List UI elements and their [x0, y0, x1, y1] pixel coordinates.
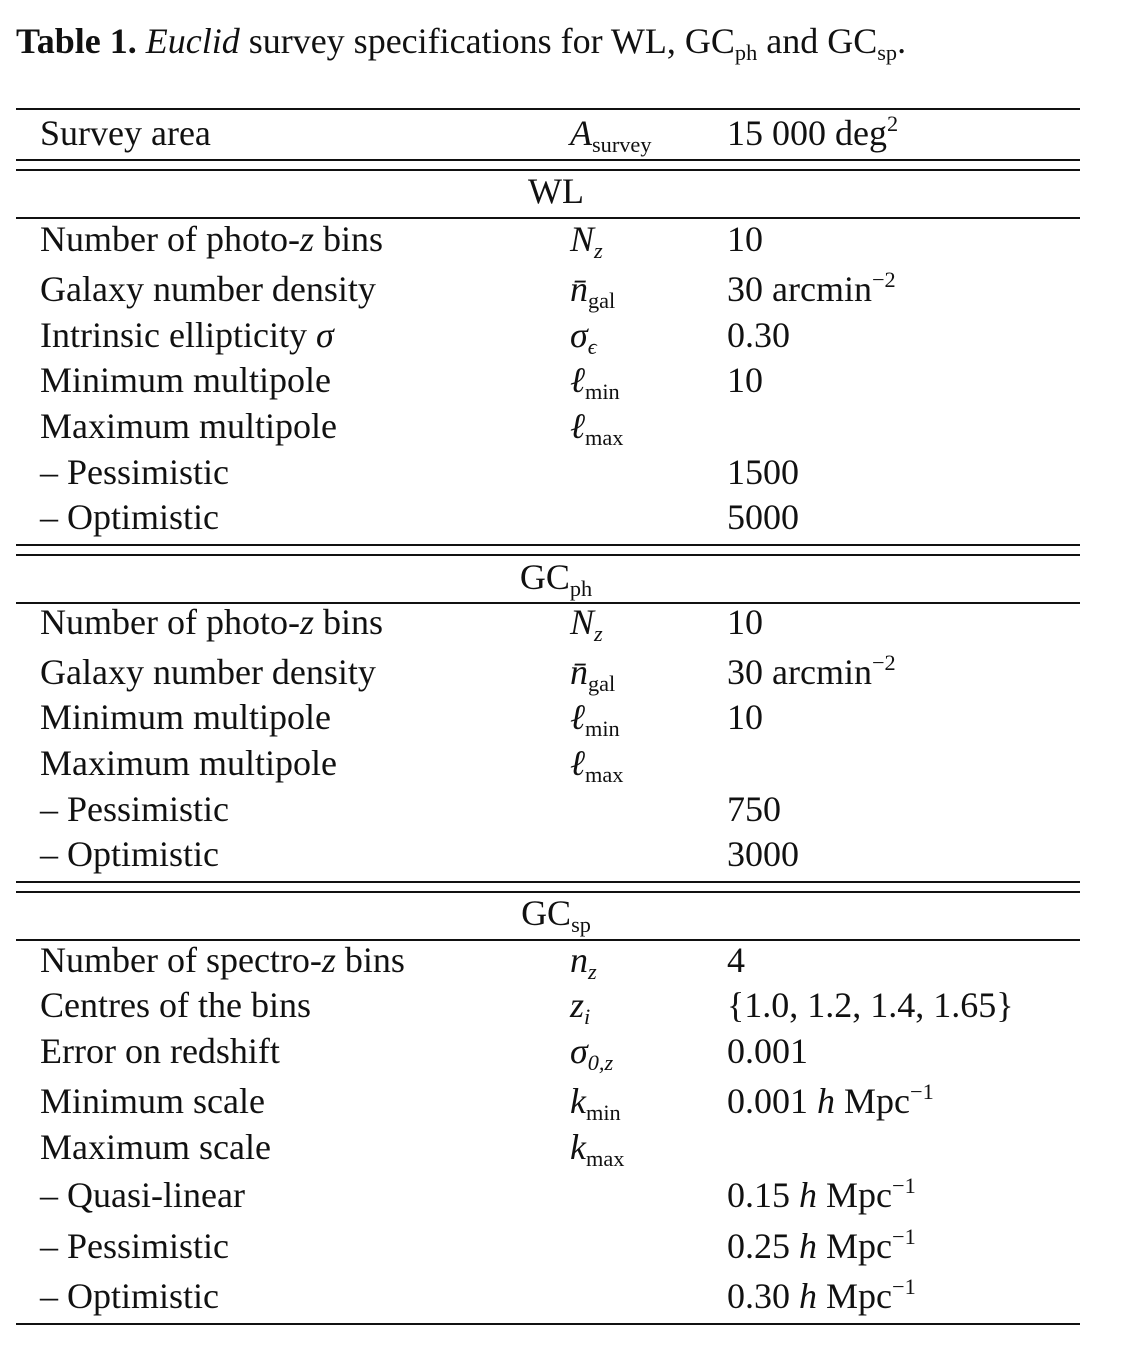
table-row [0, 599, 1131, 645]
row-symbol: $n̄_{gal}$ [570, 269, 616, 314]
row-label: Number of photo-z bins [40, 602, 383, 642]
caption-sub-ph: ph [734, 40, 758, 66]
caption-text: survey specifications for WL, GC [248, 21, 735, 61]
row-symbol: $n̄_{gal}$ [570, 652, 616, 697]
table-row [0, 694, 1131, 740]
table-row [0, 312, 1131, 358]
table-row [0, 937, 1131, 983]
table-row [0, 494, 1131, 540]
table-row [0, 1172, 1131, 1218]
row-value: 10 [727, 697, 763, 737]
row-value: 0.001 h Mpc$^{-1}$ [727, 1079, 934, 1121]
row-label: – Quasi-linear [40, 1175, 245, 1215]
caption-end: . [897, 21, 907, 61]
row-value: 3000 [727, 834, 799, 874]
row-label: Number of spectro-z bins [40, 940, 405, 980]
survey-name: Euclid [145, 21, 240, 61]
row-value: 5000 [727, 497, 799, 537]
row-value: 0.15 h Mpc$^{-1}$ [727, 1173, 916, 1215]
row-value: 30 arcmin$^{-2}$ [727, 650, 896, 692]
row-symbol: $\sigma_\epsilon$ [570, 315, 597, 360]
table-row [0, 1028, 1131, 1074]
row-value: 1500 [727, 452, 799, 492]
row-label: – Optimistic [40, 497, 219, 537]
row-value: 10 [727, 602, 763, 642]
row-symbol: $k_{min}$ [570, 1081, 621, 1126]
row-label: Maximum multipole [40, 743, 337, 783]
row-value: 0.001 [727, 1031, 808, 1071]
row-value: 750 [727, 789, 781, 829]
row-symbol: $z_i$ [570, 985, 591, 1030]
row-label: Galaxy number density [40, 269, 376, 309]
row-label: Number of photo-z bins [40, 219, 383, 259]
row-value: 0.25 h Mpc$^{-1}$ [727, 1224, 916, 1266]
row-value: 10 [727, 360, 763, 400]
row-label: – Pessimistic [40, 789, 230, 829]
row-symbol: ℓ$_{min}$ [570, 697, 620, 742]
row-symbol: $n_z$ [570, 940, 597, 985]
row-symbol: ℓ$_{min}$ [570, 360, 620, 405]
caption-sub-sp: sp [877, 40, 898, 66]
row-value: 10 [727, 219, 763, 259]
rule-double-2a [16, 544, 1080, 546]
row-value: 30 arcmin$^{-2}$ [727, 267, 896, 309]
table-label: Table 1. [16, 21, 137, 61]
section-title-wl: WL [528, 171, 584, 211]
row-label: Minimum scale [40, 1081, 265, 1121]
row-value: {1.0, 1.2, 1.4, 1.65} [727, 985, 1014, 1025]
section-title-gcsp: $GC_{sp}$ [521, 893, 591, 938]
row-label: Minimum multipole [40, 360, 332, 400]
row-label: Maximum scale [40, 1127, 271, 1167]
row-label: – Optimistic [40, 1276, 219, 1316]
table-row [0, 449, 1131, 495]
row-symbol: ℓ$_{max}$ [570, 406, 624, 451]
table-row [0, 831, 1131, 877]
row-label: Galaxy number density [40, 652, 376, 692]
table-row [0, 786, 1131, 832]
row-label: Centres of the bins [40, 985, 311, 1025]
table-row [0, 982, 1131, 1028]
row-label: – Pessimistic [40, 1226, 230, 1266]
table-row [0, 1078, 1131, 1124]
table-row [0, 1273, 1131, 1319]
row-label: Survey area [40, 113, 211, 153]
table-row [0, 403, 1131, 449]
table-row [0, 216, 1131, 262]
table-row [0, 266, 1131, 312]
section-title-gcph: $GC_{ph}$ [519, 557, 593, 602]
row-value: 4 [727, 940, 745, 980]
table-row [0, 1223, 1131, 1269]
row-symbol: ℓ$_{max}$ [570, 743, 624, 788]
table-row [0, 1124, 1131, 1170]
row-value: 15 000 deg$^2$ [727, 111, 899, 153]
table-caption [16, 16, 906, 66]
rule-double-1a [16, 159, 1080, 161]
row-symbol: $N_z$ [570, 602, 603, 647]
caption-text-mid: and GC [766, 21, 878, 61]
row-value: 0.30 [727, 315, 790, 355]
rule-bottom [16, 1323, 1080, 1325]
row-value: 0.30 h Mpc$^{-1}$ [727, 1274, 916, 1316]
row-label: Maximum multipole [40, 406, 337, 446]
row-symbol: $\sigma_{0,z}$ [570, 1031, 614, 1076]
row-label: Error on redshift [40, 1031, 280, 1071]
table-row [0, 357, 1131, 403]
table-row [0, 110, 1131, 156]
row-label: – Optimistic [40, 834, 219, 874]
row-symbol: $k_{max}$ [570, 1127, 625, 1172]
row-label: – Pessimistic [40, 452, 230, 492]
rule-double-3a [16, 881, 1080, 883]
row-symbol: $A_{survey}$ [570, 113, 652, 158]
row-label: Intrinsic ellipticity σ [40, 315, 334, 355]
row-symbol: $N_z$ [570, 219, 603, 264]
table-row [0, 740, 1131, 786]
row-label: Minimum multipole [40, 697, 332, 737]
table-row [0, 649, 1131, 695]
